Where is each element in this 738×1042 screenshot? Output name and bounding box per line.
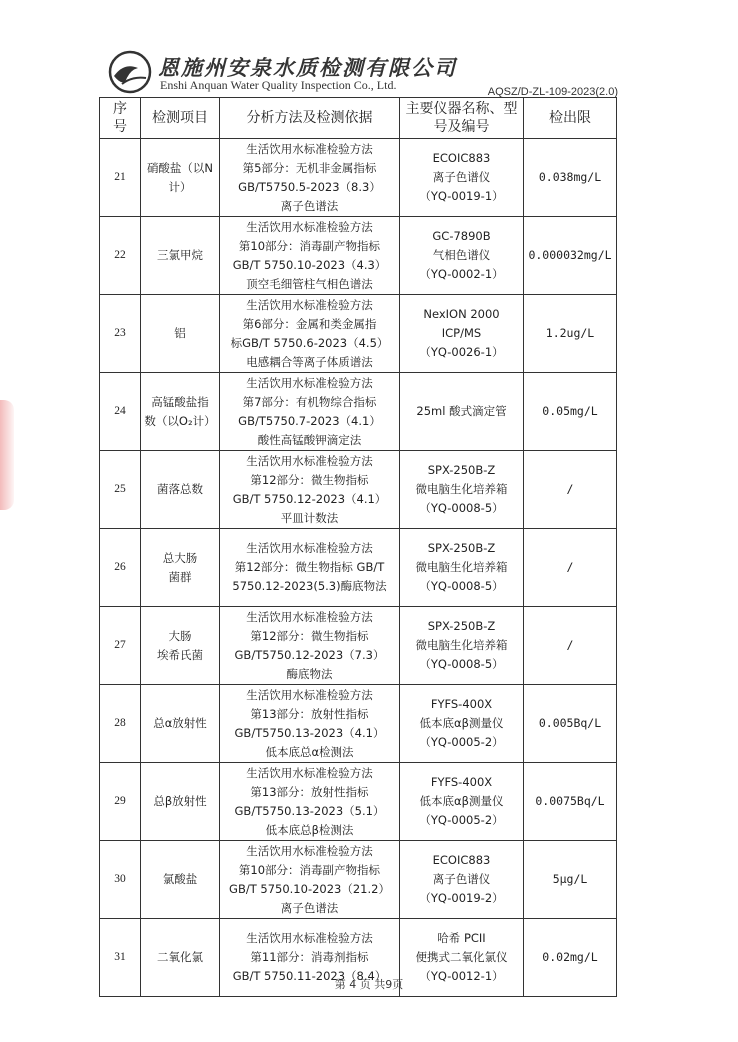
cell-method: [220, 139, 400, 217]
cell-limit: /: [524, 529, 617, 607]
cell-instrument-line: ECOIC883: [432, 151, 491, 165]
cell-method-line: GB/T5750.12-2023（7.3）: [234, 647, 385, 662]
cell-limit: /: [524, 451, 617, 529]
table-row: [100, 295, 617, 373]
cell-item: [141, 607, 220, 685]
cell-method-line: GB/T5750.13-2023（4.1）: [234, 725, 385, 740]
cell-instrument-line: （YQ-0008-5）: [419, 501, 504, 515]
cell-method-line: GB/T 5750.10-2023（21.2）: [229, 881, 390, 896]
cell-method: [220, 607, 400, 685]
table-row: [100, 763, 617, 841]
cell-seq: 28: [100, 685, 141, 763]
cell-limit: 0.005Bq/L: [524, 685, 617, 763]
cell-method-line: 低本底总α检测法: [265, 744, 354, 759]
cell-instrument-line: ICP/MS: [441, 326, 482, 340]
cell-instrument-line: （YQ-0005-2）: [419, 813, 504, 827]
cell-method: [220, 685, 400, 763]
cell-limit: 0.05mg/L: [524, 373, 617, 451]
cell-instrument-line: （YQ-0012-1）: [419, 969, 504, 983]
cell-seq: 27: [100, 607, 141, 685]
table-row: [100, 217, 617, 295]
cell-item-line: 氯酸盐: [162, 872, 198, 886]
table-row: [100, 139, 617, 217]
cell-method-line: 酶底物法: [286, 666, 333, 681]
cell-instrument-line: （YQ-0019-2）: [419, 891, 504, 905]
cell-method-line: GB/T 5750.11-2023（8.4）: [232, 969, 387, 983]
cell-instrument: [400, 373, 524, 451]
cell-method-line: 生活饮用水标准检验方法: [246, 843, 373, 858]
cell-instrument-line: （YQ-0026-1）: [419, 345, 504, 359]
cell-instrument-line: 便携式二氧化氯仪: [415, 950, 508, 964]
cell-instrument-line: 低本底αβ测量仪: [419, 794, 504, 808]
table-row: [100, 607, 617, 685]
cell-method-line: 第10部分：消毒副产物指标: [238, 862, 381, 877]
cell-instrument: [400, 451, 524, 529]
cell-instrument-line: 微电脑生化培养箱: [415, 638, 508, 652]
cell-method-line: 第12部分：微生物指标: [250, 472, 369, 487]
cell-limit: /: [524, 607, 617, 685]
cell-instrument-line: （YQ-0019-1）: [419, 189, 504, 203]
cell-method: [220, 451, 400, 529]
header-seq: 序号: [100, 98, 141, 139]
cell-instrument: [400, 685, 524, 763]
cell-instrument-line: 离子色谱仪: [432, 872, 491, 886]
header-instrument: 主要仪器名称、型号及编号: [400, 98, 524, 139]
document-header: [108, 42, 618, 98]
cell-item-line: 铝: [174, 326, 186, 340]
cell-item: [141, 139, 220, 217]
cell-instrument: [400, 529, 524, 607]
cell-item-line: 二氧化氯: [157, 950, 203, 964]
cell-method-line: 第6部分：金属和类金属指: [242, 316, 377, 331]
table-row: [100, 373, 617, 451]
cell-instrument-line: SPX-250B-Z: [427, 619, 496, 633]
cell-item-line: 总β放射性: [153, 794, 207, 808]
cell-method-line: 生活饮用水标准检验方法: [246, 141, 373, 156]
cell-instrument: [400, 841, 524, 919]
cell-method-line: 第7部分：有机物综合指标: [242, 394, 377, 409]
cell-instrument-line: 25ml 酸式滴定管: [416, 404, 507, 418]
cell-instrument-line: 微电脑生化培养箱: [415, 482, 508, 496]
cell-seq: 24: [100, 373, 141, 451]
cell-method-line: 第10部分：消毒副产物指标: [238, 238, 381, 253]
cell-instrument-line: （YQ-0008-5）: [419, 657, 504, 671]
cell-method-line: 生活饮用水标准检验方法: [246, 375, 373, 390]
cell-method-line: 生活饮用水标准检验方法: [246, 609, 373, 624]
cell-method-line: 第12部分：微生物指标 GB/T: [234, 560, 385, 574]
header-method: 分析方法及检测依据: [220, 98, 400, 139]
cell-method-line: 离子色谱法: [280, 198, 339, 213]
cell-limit: 0.0075Bq/L: [524, 763, 617, 841]
cell-item: [141, 529, 220, 607]
cell-instrument: [400, 217, 524, 295]
cell-method-line: 生活饮用水标准检验方法: [246, 765, 373, 780]
cell-instrument-line: 微电脑生化培养箱: [415, 560, 508, 574]
cell-seq: 29: [100, 763, 141, 841]
cell-method-line: 电感耦合等离子体质谱法: [246, 354, 373, 369]
cell-item-line: 菌群: [168, 569, 192, 584]
cell-instrument-line: 离子色谱仪: [432, 170, 491, 184]
cell-item-line: 计）: [168, 179, 192, 194]
cell-method: [220, 841, 400, 919]
cell-instrument-line: FYFS-400X: [430, 775, 493, 789]
cell-method-line: GB/T 5750.12-2023（4.1）: [232, 491, 387, 506]
cell-item: [141, 685, 220, 763]
cell-item-line: 高锰酸盐指: [151, 394, 209, 409]
cell-limit: 1.2ug/L: [524, 295, 617, 373]
cell-item: [141, 763, 220, 841]
company-name-en: Enshi Anquan Water Quality Inspection Co., Ltd.: [160, 78, 397, 92]
cell-method: [220, 217, 400, 295]
cell-method-line: 顶空毛细管柱气相色谱法: [246, 276, 373, 291]
cell-method: [220, 295, 400, 373]
cell-limit: 0.038mg/L: [524, 139, 617, 217]
cell-item-line: 总大肠: [162, 550, 198, 565]
cell-instrument-line: NexION 2000: [423, 307, 500, 321]
company-name-cn: 恩施州安泉水质检测有限公司: [158, 56, 457, 80]
cell-instrument-line: （YQ-0005-2）: [419, 735, 504, 749]
cell-limit: 0.000032mg/L: [524, 217, 617, 295]
cell-instrument-line: （YQ-0008-5）: [419, 579, 504, 593]
cell-method: [220, 763, 400, 841]
cell-method-line: 离子色谱法: [280, 900, 339, 915]
table-row: [100, 451, 617, 529]
cell-item: [141, 451, 220, 529]
cell-seq: 22: [100, 217, 141, 295]
cell-instrument: [400, 607, 524, 685]
cell-item-line: 大肠: [168, 628, 192, 643]
cell-item-line: 菌落总数: [157, 482, 203, 496]
cell-method: [220, 373, 400, 451]
table-row: [100, 529, 617, 607]
cell-method-line: 生活饮用水标准检验方法: [246, 541, 373, 555]
cell-method: [220, 529, 400, 607]
cell-instrument-line: ECOIC883: [432, 853, 491, 867]
table-row: [100, 685, 617, 763]
cell-method-line: 低本底总β检测法: [265, 822, 354, 837]
header-item: 检测项目: [141, 98, 220, 139]
cell-instrument-line: 气相色谱仪: [432, 248, 491, 262]
cell-method-line: GB/T5750.7-2023（4.1）: [238, 413, 381, 428]
cell-instrument-line: 哈希 PCII: [437, 931, 486, 945]
cell-instrument-line: SPX-250B-Z: [427, 463, 496, 477]
cell-method-line: 第13部分：放射性指标: [250, 784, 369, 799]
cell-item-line: 三氯甲烷: [157, 248, 203, 262]
cell-limit: 0.02mg/L: [524, 919, 617, 997]
cell-item-line: 硝酸盐（以N: [146, 160, 214, 175]
document-code: AQSZ/D-ZL-109-2023(2.0): [487, 86, 618, 98]
cell-item-line: 数（以O₂计）: [144, 413, 216, 428]
cell-seq: 26: [100, 529, 141, 607]
header-limit: 检出限: [524, 98, 617, 139]
cell-item: [141, 373, 220, 451]
cell-seq: 21: [100, 139, 141, 217]
cell-method-line: 酸性高锰酸钾滴定法: [257, 432, 362, 447]
cell-seq: 30: [100, 841, 141, 919]
cell-method-line: 生活饮用水标准检验方法: [246, 453, 373, 468]
cell-seq: 23: [100, 295, 141, 373]
cell-method-line: GB/T 5750.10-2023（4.3）: [232, 257, 387, 272]
cell-instrument: [400, 763, 524, 841]
cell-instrument: [400, 139, 524, 217]
cell-method-line: 生活饮用水标准检验方法: [246, 219, 373, 234]
cell-instrument-line: 低本底αβ测量仪: [419, 716, 504, 730]
cell-instrument-line: GC-7890B: [432, 229, 491, 243]
company-logo-icon: [108, 50, 152, 94]
cell-limit: 5μg/L: [524, 841, 617, 919]
cell-instrument: [400, 295, 524, 373]
cell-method-line: GB/T5750.5-2023（8.3）: [238, 179, 381, 194]
cell-item: [141, 841, 220, 919]
cell-method-line: GB/T5750.13-2023（5.1）: [234, 803, 385, 818]
cell-method-line: 平皿计数法: [280, 510, 339, 525]
cell-method-line: 第12部分：微生物指标: [250, 628, 369, 643]
cell-method-line: 5750.12-2023(5.3)酶底物法: [232, 579, 387, 593]
cell-method-line: 标GB/T 5750.6-2023（4.5）: [230, 335, 389, 350]
table-header-row: [100, 98, 617, 139]
cell-item-line: 总α放射性: [153, 716, 207, 730]
cell-method-line: 生活饮用水标准检验方法: [246, 931, 373, 945]
cell-item: [141, 217, 220, 295]
cell-seq: 31: [100, 919, 141, 997]
cell-method-line: 生活饮用水标准检验方法: [246, 297, 373, 312]
cell-seq: 25: [100, 451, 141, 529]
inspection-methods-table: [99, 97, 617, 997]
cell-instrument-line: SPX-250B-Z: [427, 541, 496, 555]
cell-method-line: 第5部分：无机非金属指标: [242, 160, 377, 175]
table-row: [100, 841, 617, 919]
cell-instrument-line: （YQ-0002-1）: [419, 267, 504, 281]
red-stamp-edge: [0, 400, 14, 510]
cell-item-line: 埃希氏菌: [157, 647, 203, 662]
cell-item: [141, 295, 220, 373]
cell-instrument-line: FYFS-400X: [430, 697, 493, 711]
cell-method-line: 第11部分：消毒剂指标: [250, 950, 369, 964]
cell-method-line: 第13部分：放射性指标: [250, 706, 369, 721]
cell-method-line: 生活饮用水标准检验方法: [246, 687, 373, 702]
page-number: 第 4 页 共9页: [334, 978, 404, 991]
